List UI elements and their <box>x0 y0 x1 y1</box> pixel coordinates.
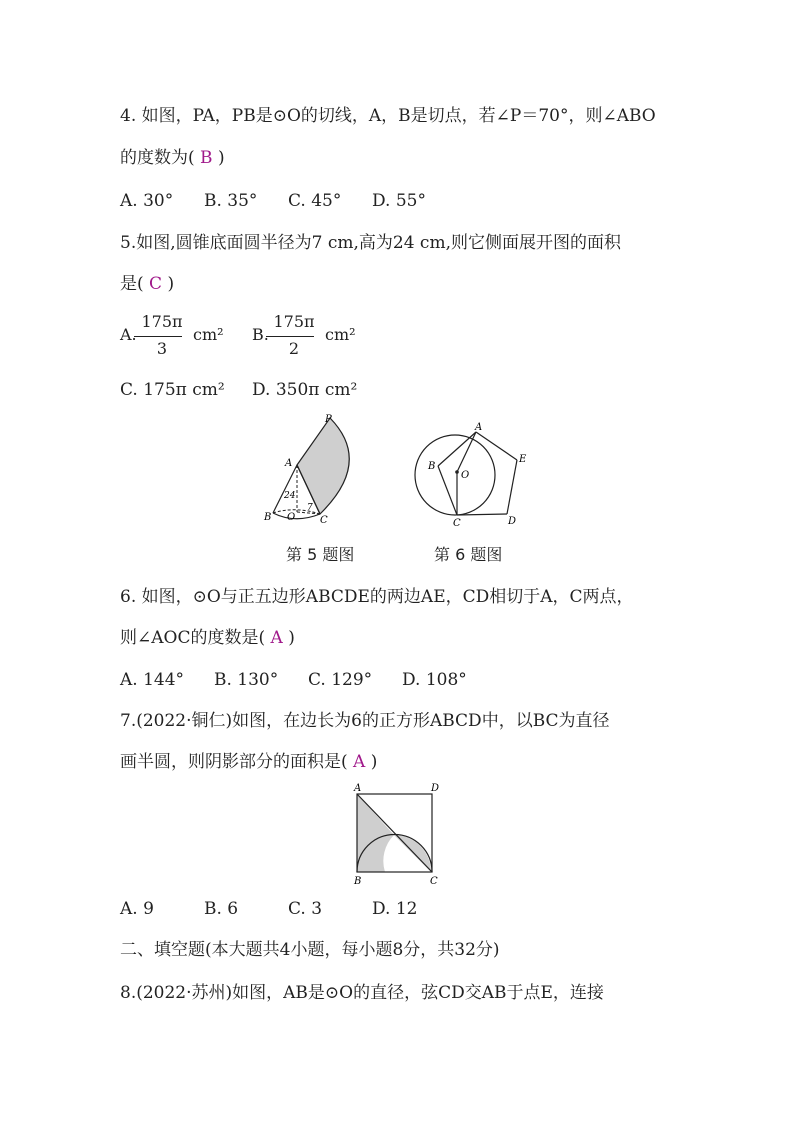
q5-option-a-unit: cm² <box>193 325 224 344</box>
q7-answer: A <box>353 752 366 772</box>
pent-label-a: A <box>475 422 483 433</box>
sq-label-c: C <box>430 876 438 887</box>
q5-option-a <box>120 312 230 365</box>
q5-line1: 5.如图,圆锥底面圆半径为7 cm,高为24 cm,则它侧面展开图的面积 <box>120 233 621 253</box>
q6-stem-end: 则∠AOC的度数是( <box>120 628 266 648</box>
pentagon-figure <box>410 420 535 530</box>
center-o-dot <box>455 470 459 474</box>
sq-label-d: D <box>431 783 440 794</box>
q4-options <box>120 189 426 213</box>
fraction-bar <box>134 336 182 337</box>
pent-label-c: C <box>453 518 461 529</box>
cone-label-height: 24 <box>284 491 296 501</box>
cone-figure <box>255 410 365 530</box>
q6-line2 <box>120 626 295 650</box>
q7-paren-close: ) <box>370 752 378 772</box>
q4-option-d: D. 55° <box>372 191 426 211</box>
q5-option-b-label: B. <box>252 325 269 344</box>
pent-label-b: B <box>428 461 436 472</box>
cone-label-radius: 7 <box>307 503 313 513</box>
caption-figure-6: 第 6 题图 <box>434 545 503 564</box>
q4-option-a: A. 30° <box>120 191 174 211</box>
q4-option-b: B. 35° <box>204 191 258 211</box>
q6-answer: A <box>270 628 283 648</box>
cone-edge-left <box>273 465 297 513</box>
pent-label-o: O <box>461 470 470 481</box>
cone-label-a: A <box>285 458 293 469</box>
q7-option-c: C. 3 <box>288 899 323 919</box>
shaded-right <box>394 835 431 872</box>
q5-option-b-denominator: 2 <box>288 339 300 358</box>
shaded-left <box>357 794 394 872</box>
edge-bc <box>438 466 457 515</box>
square-figure <box>348 780 448 890</box>
q7-option-a: A. 9 <box>120 899 154 919</box>
q6-option-a: A. 144° <box>120 670 185 690</box>
q5-line2 <box>120 272 174 296</box>
q5-option-a-denominator: 3 <box>156 339 168 358</box>
q5-option-d: D. 350π cm² <box>252 380 358 400</box>
q4-paren-close: ) <box>217 148 225 168</box>
q6-option-b: B. 130° <box>214 670 279 690</box>
sq-label-a: A <box>354 783 362 794</box>
q4-line1: 4. 如图，PA，PB是⊙O的切线，A，B是切点，若∠P＝70°，则∠ABO <box>120 106 656 126</box>
sq-label-b: B <box>354 876 362 887</box>
q6-line1: 6. 如图，⊙O与正五边形ABCDE的两边AE，CD相切于A，C两点， <box>120 587 634 607</box>
q7-stem-end: 画半圆，则阴影部分的面积是( <box>120 752 348 772</box>
q5-option-c: C. 175π cm² <box>120 380 225 400</box>
q5-answer: C <box>149 274 163 294</box>
cone-label-c: C <box>320 515 328 526</box>
pent-label-e: E <box>519 454 527 465</box>
q6-options <box>120 668 467 692</box>
q5-option-b <box>252 312 362 365</box>
segment-oa <box>457 432 476 472</box>
q7-line1: 7.(2022·铜仁)如图，在边长为6的正方形ABCD中，以BC为直径 <box>120 711 610 731</box>
edge-ed <box>507 460 517 514</box>
q6-paren-close: ) <box>288 628 295 648</box>
q6-option-c: C. 129° <box>308 670 373 690</box>
q5-option-a-numerator: 175π <box>141 312 183 331</box>
q5-options-cd <box>120 378 357 402</box>
fraction-bar <box>266 336 314 337</box>
section-2-heading: 二、填空题(本大题共4小题，每小题8分，共32分) <box>120 940 500 960</box>
circle-o <box>415 435 495 515</box>
q5-option-a-label: A. <box>120 325 137 344</box>
q4-option-c: C. 45° <box>288 191 342 211</box>
q5-paren-close: ) <box>167 274 175 294</box>
q5-option-b-numerator: 175π <box>273 312 315 331</box>
caption-figure-5: 第 5 题图 <box>286 545 355 564</box>
q4-stem-end: 的度数为( <box>120 148 195 168</box>
q8-line1: 8.(2022·苏州)如图，AB是⊙O的直径，弦CD交AB于点E，连接 <box>120 983 604 1003</box>
cone-label-b: B <box>264 512 272 523</box>
q7-line2 <box>120 750 377 774</box>
q7-option-d: D. 12 <box>372 899 418 919</box>
pent-label-d: D <box>508 516 517 527</box>
cone-label-p: P <box>325 414 332 425</box>
cone-label-o: O <box>287 512 296 523</box>
q7-options <box>120 897 417 921</box>
q4-answer: B <box>200 148 213 168</box>
q5-stem-end: 是( <box>120 274 144 294</box>
q4-line2 <box>120 146 225 170</box>
q5-option-b-unit: cm² <box>325 325 356 344</box>
lateral-sector <box>297 418 349 514</box>
q6-option-d: D. 108° <box>402 670 467 690</box>
q7-option-b: B. 6 <box>204 899 239 919</box>
